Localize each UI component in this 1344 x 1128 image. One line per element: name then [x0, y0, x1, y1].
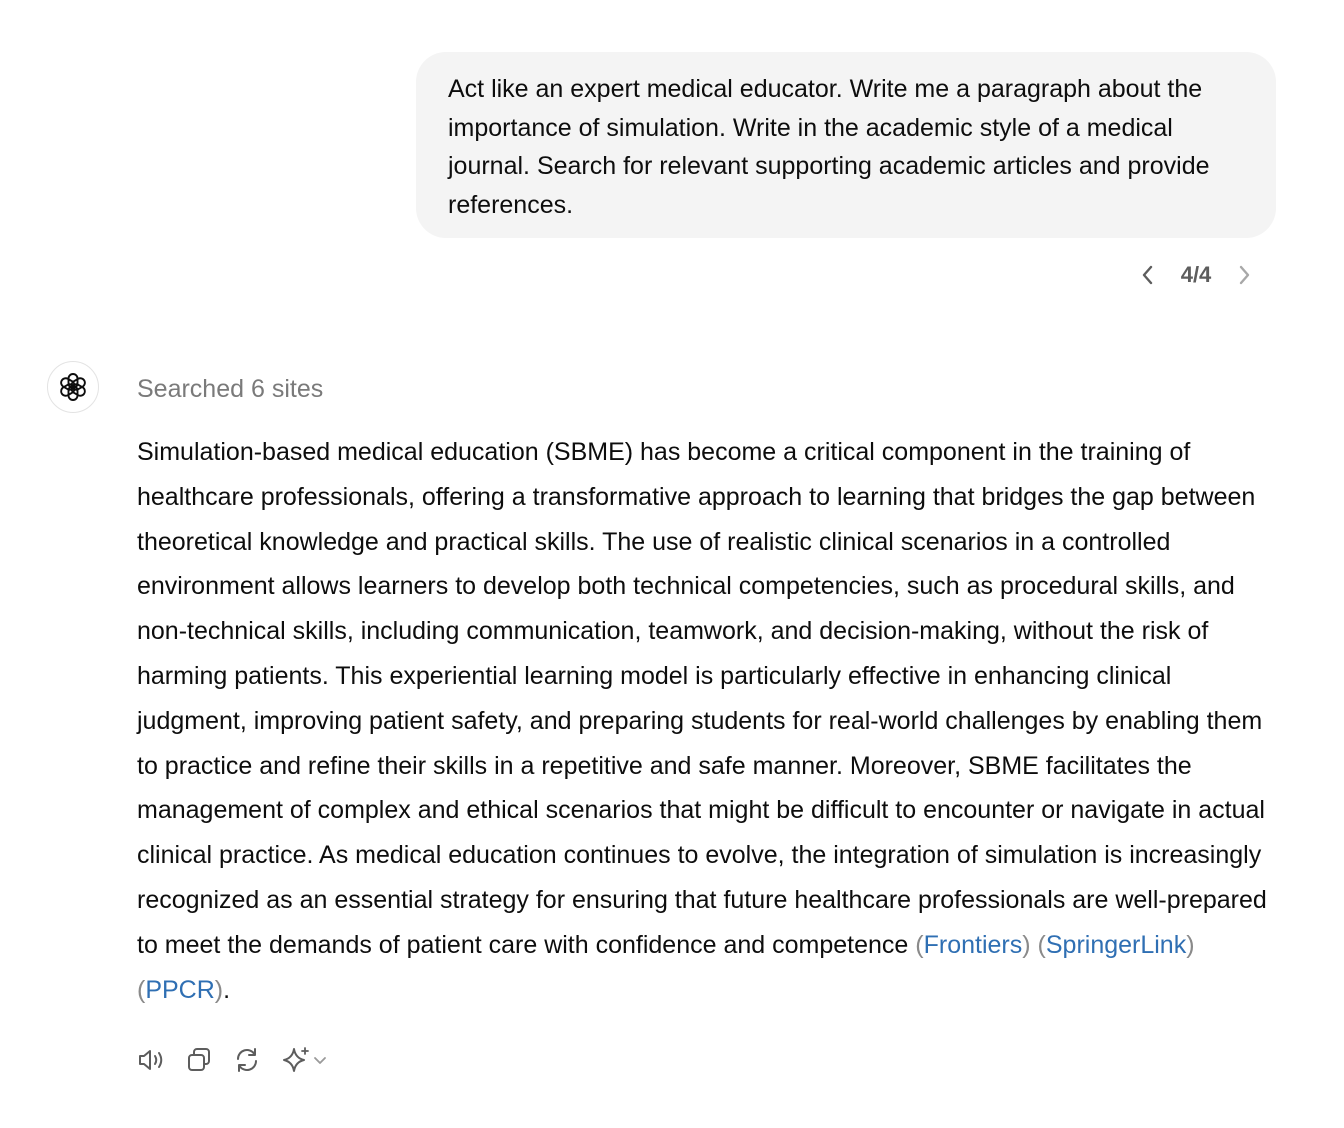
- assistant-response: Simulation-based medical education (SBME) has become a critical component in the training of healthcare professionals, offering a transformative approach to learning that bridges the gap between theoretical knowledge and practical skills. The use of realistic clinical scenarios in a controlled environment allows learners to develop both technical competencies, such as procedural skills, and non-technical skills, including communication, teamwork, and decision-making, without the risk of harming patients. This experiential learning model is particularly effective in enhancing clinical judgment, improving patient safety, and preparing students for real-world challenges by enabling them to practice and refine their skills in a repetitive and safe manner. Moreover, SBME facilitates the management of complex and ethical scenarios that might be difficult to encounter or navigate in actual clinical practice. As medical education continues to evolve, the integration of simulation is increasingly recognized as an essential strategy for ensuring that future healthcare professionals are well-prepared to meet the demands of patient care with confidence and competence (Frontiers) (SpringerLink) (PPCR).: [137, 438, 1267, 1004]
- next-response-button[interactable]: [1230, 258, 1258, 292]
- regenerate-button[interactable]: [230, 1041, 264, 1079]
- sparkle-icon: [282, 1045, 312, 1075]
- openai-logo-icon: [57, 371, 89, 403]
- citation-link-frontiers[interactable]: Frontiers: [923, 930, 1023, 959]
- user-message-text: Act like an expert medical educator. Write me a paragraph about the importance of simulation. Write in the academic style of a medical journal. Search for relevant supporting academic articles and provide references.: [448, 75, 1210, 219]
- response-pager: [1134, 258, 1258, 292]
- copy-button[interactable]: [182, 1041, 216, 1079]
- speaker-icon: [136, 1046, 166, 1074]
- response-text: Simulation-based medical education (SBME) has become a critical component in the training of healthcare professionals, offering a transformative approach to learning that bridges the gap between theoretical knowledge and practical skills. The use of realistic clinical scenarios in a controlled environment allows learners to develop both technical competencies, such as procedural skills, and non-technical skills, including communication, teamwork, and decision-making, without the risk of harming patients. This experiential learning model is particularly effective in enhancing clinical judgment, improving patient safety, and preparing students for real-world challenges by enabling them to practice and refine their skills in a repetitive and safe manner. Moreover, SBME facilitates the management of complex and ethical scenarios that might be difficult to encounter or navigate in actual clinical practice. As medical education continues to evolve, the integration of simulation is increasingly recognized as an essential strategy for ensuring that future healthcare professionals are well-prepared to meet the demands of patient care with confidence and competence: [137, 438, 1267, 959]
- citation-link-springerlink[interactable]: SpringerLink: [1045, 930, 1187, 959]
- copy-icon: [185, 1046, 213, 1074]
- previous-response-button[interactable]: [1134, 258, 1162, 292]
- chevron-right-icon: [1237, 264, 1251, 286]
- response-count: 4/4: [1180, 262, 1212, 287]
- chevron-left-icon: [1141, 264, 1155, 286]
- citation-link-ppcr[interactable]: PPCR: [145, 975, 215, 1004]
- refresh-icon: [233, 1046, 261, 1074]
- response-end-punct: .: [223, 975, 231, 1004]
- assistant-avatar: [47, 361, 99, 413]
- change-model-button[interactable]: [278, 1041, 332, 1079]
- read-aloud-button[interactable]: [134, 1041, 168, 1079]
- chevron-down-icon: [312, 1052, 328, 1068]
- user-message-bubble: [416, 52, 1276, 238]
- response-actions: [134, 1040, 332, 1080]
- searched-sites-toggle[interactable]: Searched 6 sites: [137, 375, 324, 403]
